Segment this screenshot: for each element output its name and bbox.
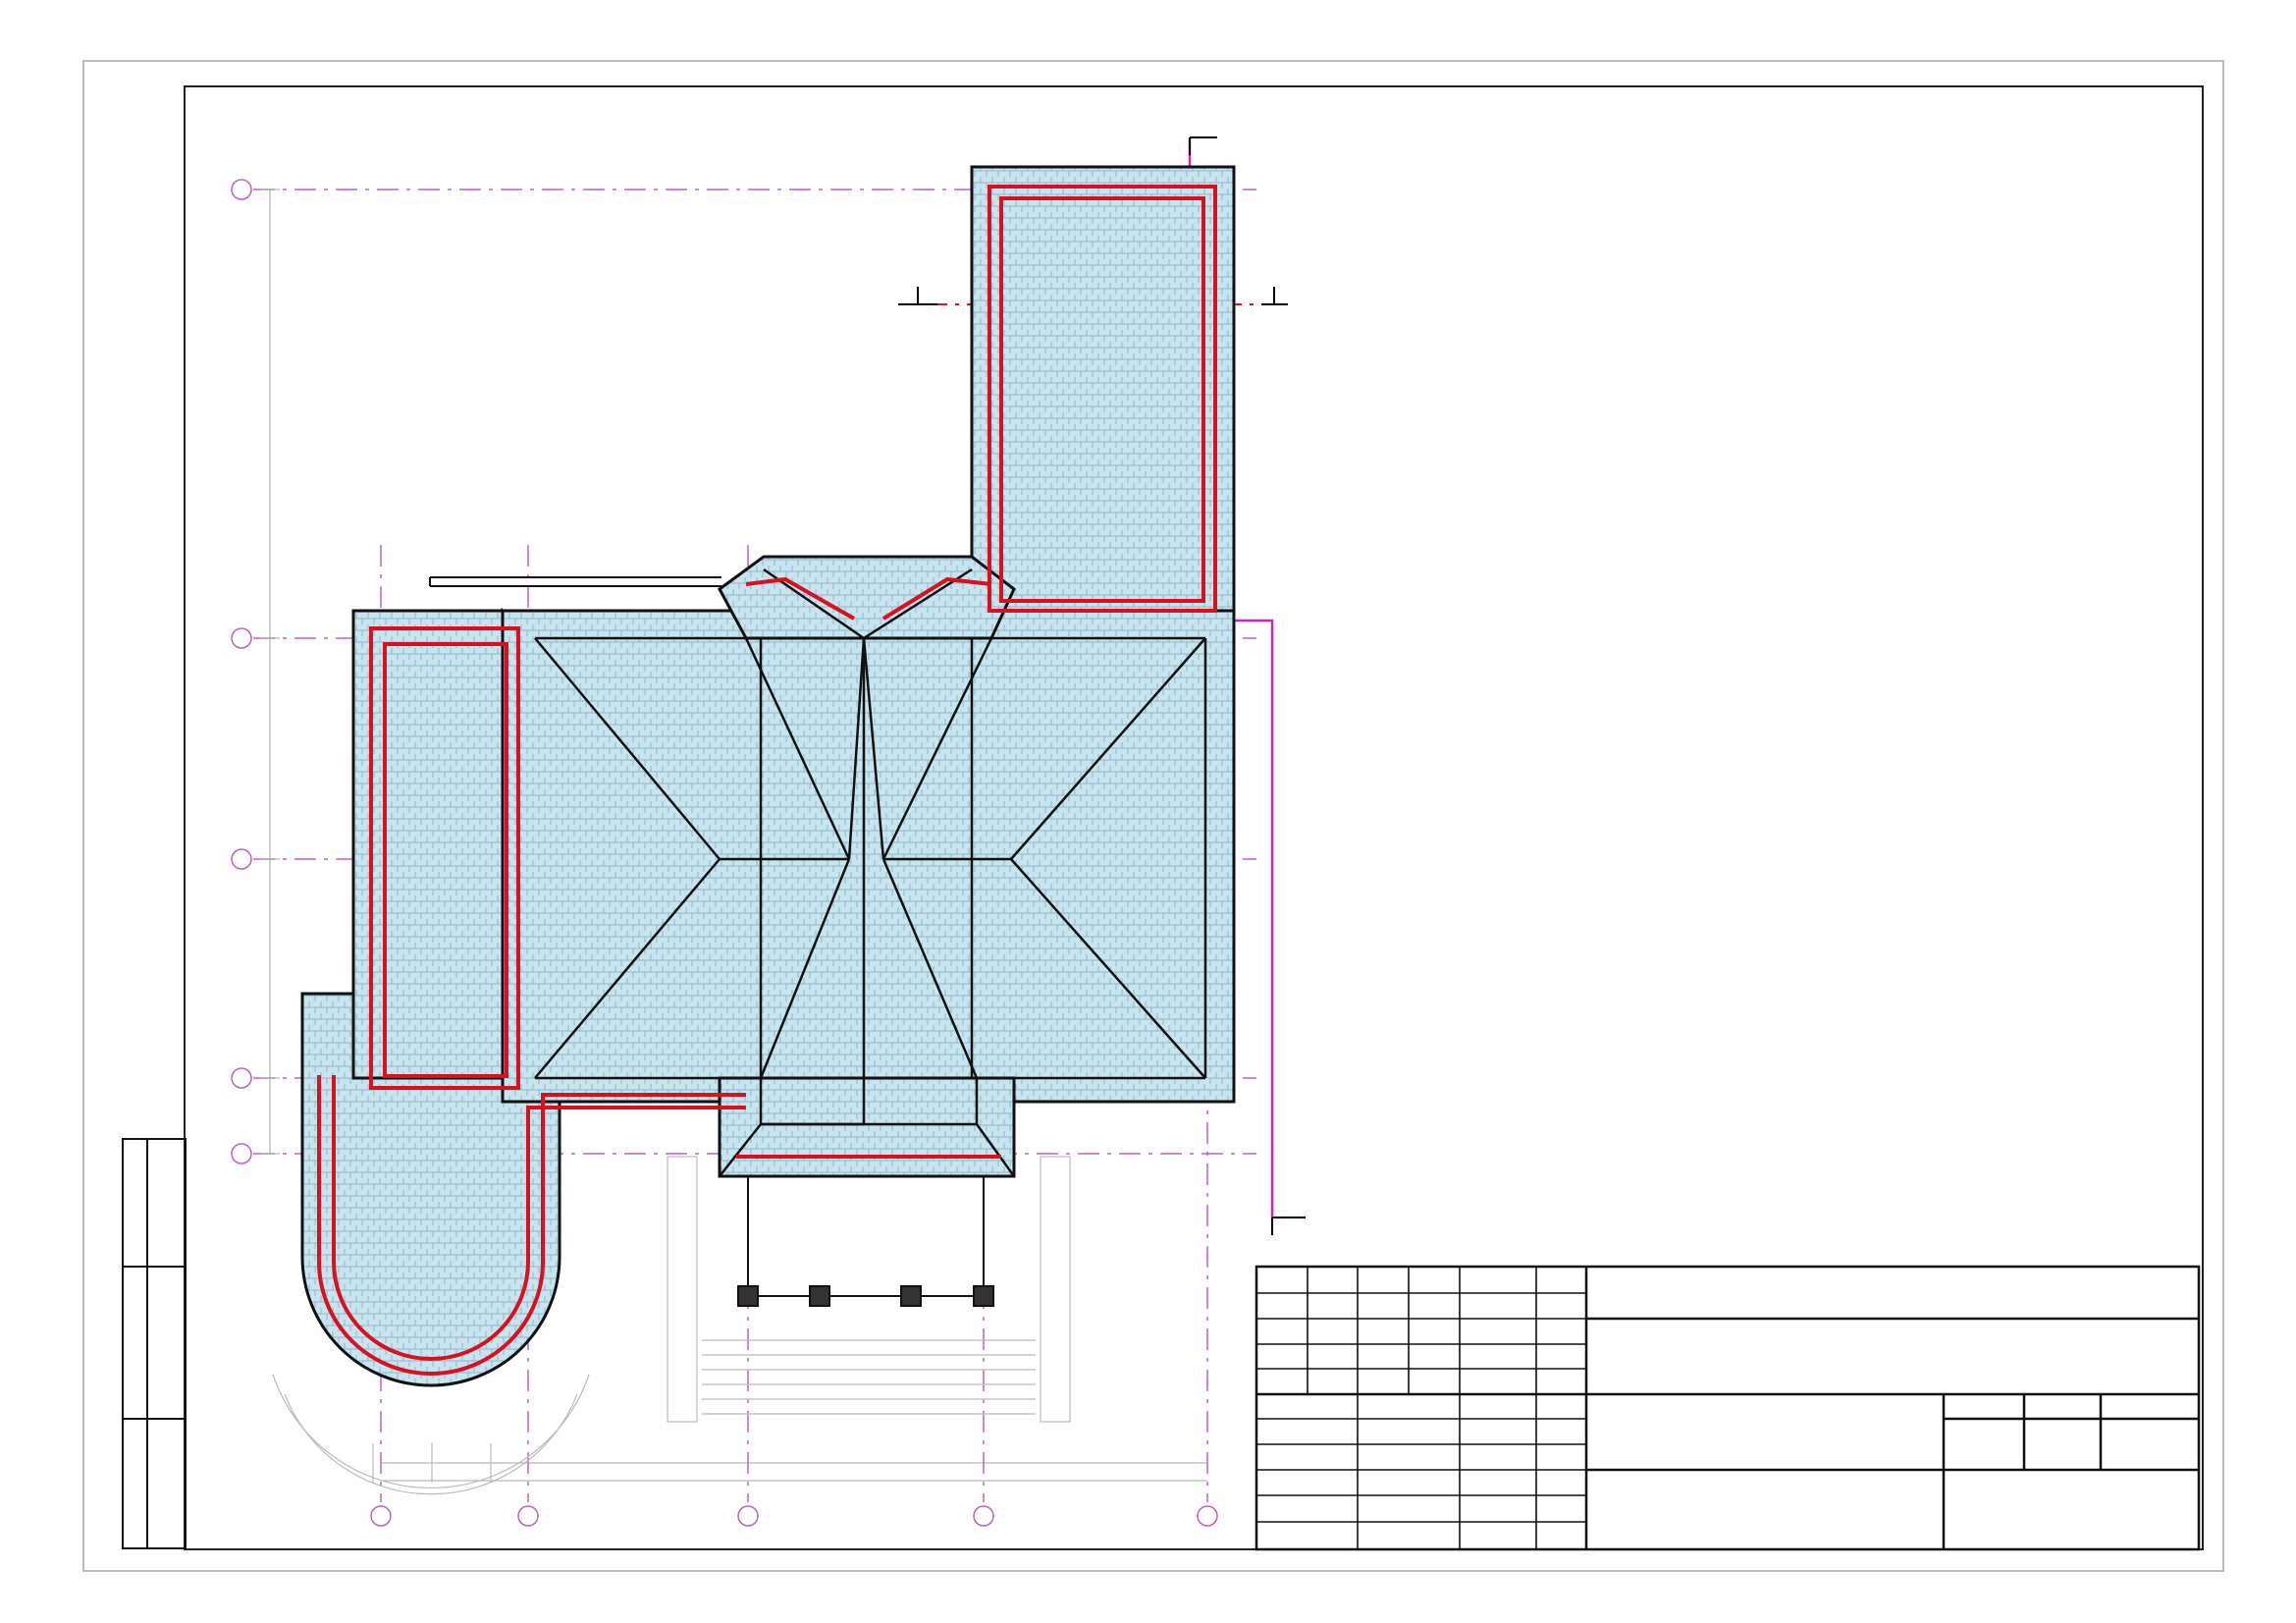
parapet xyxy=(430,577,721,586)
roof-front-dormer xyxy=(720,557,1014,638)
roof-left-wing xyxy=(353,611,503,1078)
binder-strip xyxy=(123,1139,186,1548)
roof-north-tower xyxy=(972,167,1234,611)
left-dimension-chain xyxy=(260,189,280,1154)
roof-surfaces xyxy=(302,167,1234,1385)
roof-porch xyxy=(720,1078,1014,1176)
title-block-grid xyxy=(1256,1267,1586,1549)
porch-structure xyxy=(738,1176,993,1306)
bottom-dimension-chain xyxy=(381,1463,1207,1481)
title-block xyxy=(1256,1267,2199,1549)
